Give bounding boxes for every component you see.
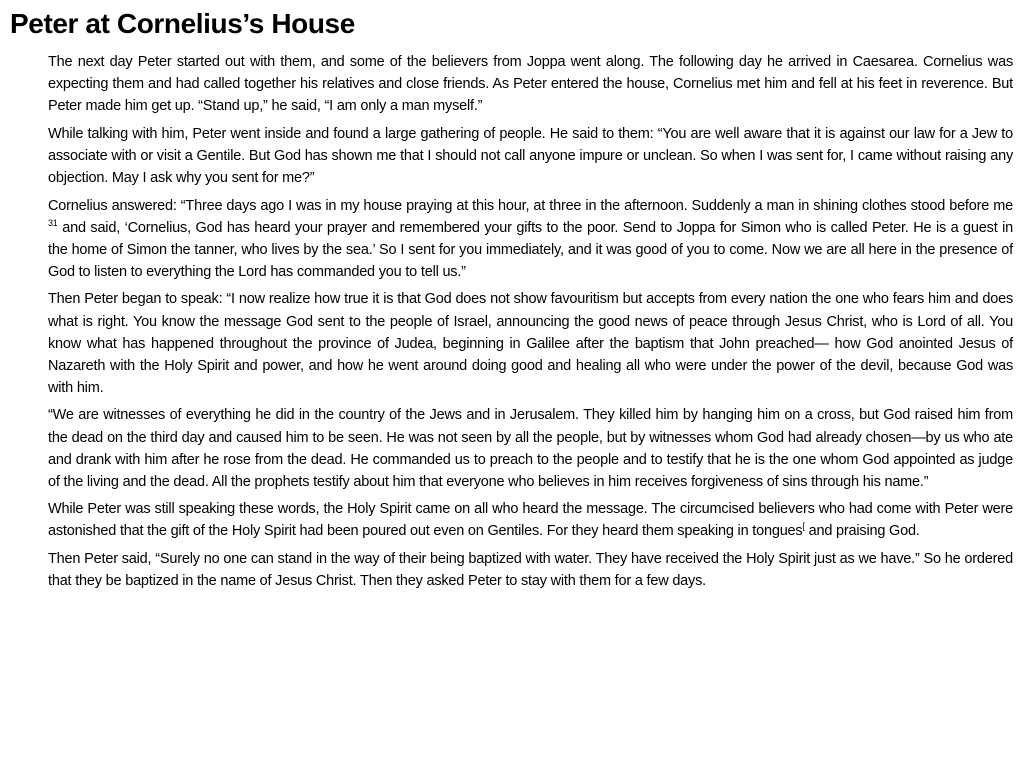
paragraph-3 xyxy=(48,195,1013,283)
paragraph-6-text-after: and praising God. xyxy=(804,523,920,540)
paragraph-3-text-after: and said, ‘Cornelius, God has heard your prayer and remembered your gifts to the poor. Send to Joppa for Simon who is called Peter. He is a guest in the home of Simon the tanner, who lives by the sea.’ So I sent for you immediately, and it was good of you to come. Now we are all here in the presence of God to listen to everything the Lord has commanded you to tell us.” xyxy=(48,219,1013,280)
slide-body xyxy=(48,51,1013,598)
paragraph-1: The next day Peter started out with them, and some of the believers from Joppa went along. The following day he arrived in Caesarea. Cornelius was expecting them and had called together his relatives and close friends. As Peter entered the house, Cornelius met him and fell at his feet in reverence. But Peter made him get up. “Stand up,” he said, “I am only a man myself.” xyxy=(48,54,1013,115)
paragraph-7: Then Peter said, “Surely no one can stand in the way of their being baptized with water. They have received the Holy Spirit just as we have.” So he ordered that they be baptized in the name of Jesus Christ. Then they asked Peter to stay with them for a few days. xyxy=(48,550,1013,590)
footnote-marker-31: 31 xyxy=(48,217,58,228)
page-title: Peter at Cornelius’s House xyxy=(10,8,355,39)
paragraph-6 xyxy=(48,498,1013,542)
footnote-marker-bracket: [ xyxy=(802,521,805,532)
paragraph-5: “We are witnesses of everything he did in the country of the Jews and in Jerusalem. They killed him by hanging him on a cross, but God raised him from the dead on the third day and caused him to be seen. He was not seen by all the people, but by witnesses whom God had already chosen—by us who ate and drank with him after he rose from the dead. He commanded us to preach to the people and to testify that he is the one whom God appointed as judge of the living and the dead. All the prophets testify about him that everyone who believes in him receives forgiveness of sins through his name.” xyxy=(48,407,1013,490)
paragraph-6-text-before: While Peter was still speaking these words, the Holy Spirit came on all who heard the message. The circumcised believers who had come with Peter were astonished that the gift of the Holy Spirit had been poured out even on Gentiles. For they heard them speaking in tongues xyxy=(48,501,1013,540)
paragraph-3-text-before: Cornelius answered: “Three days ago I was in my house praying at this hour, at three in the afternoon. Suddenly a man in shining clothes stood before me xyxy=(48,197,1013,214)
paragraph-4: Then Peter began to speak: “I now realize how true it is that God does not show favouritism but accepts from every nation the one who fears him and does what is right. You know the message God sent to the people of Israel, announcing the good news of peace through Jesus Christ, who is Lord of all. You know what has happened throughout the province of Judea, beginning in Galilee after the baptism that John preached— how God anointed Jesus of Nazareth with the Holy Spirit and power, and how he went around doing good and healing all who were under the power of the devil, because God was with him. xyxy=(48,291,1013,396)
paragraph-2: While talking with him, Peter went inside and found a large gathering of people. He said to them: “You are well aware that it is against our law for a Jew to associate with or visit a Gentile. But God has shown me that I should not call anyone impure or unclean. So when I was sent for, I came without raising any objection. May I ask why you sent for me?” xyxy=(48,125,1013,186)
